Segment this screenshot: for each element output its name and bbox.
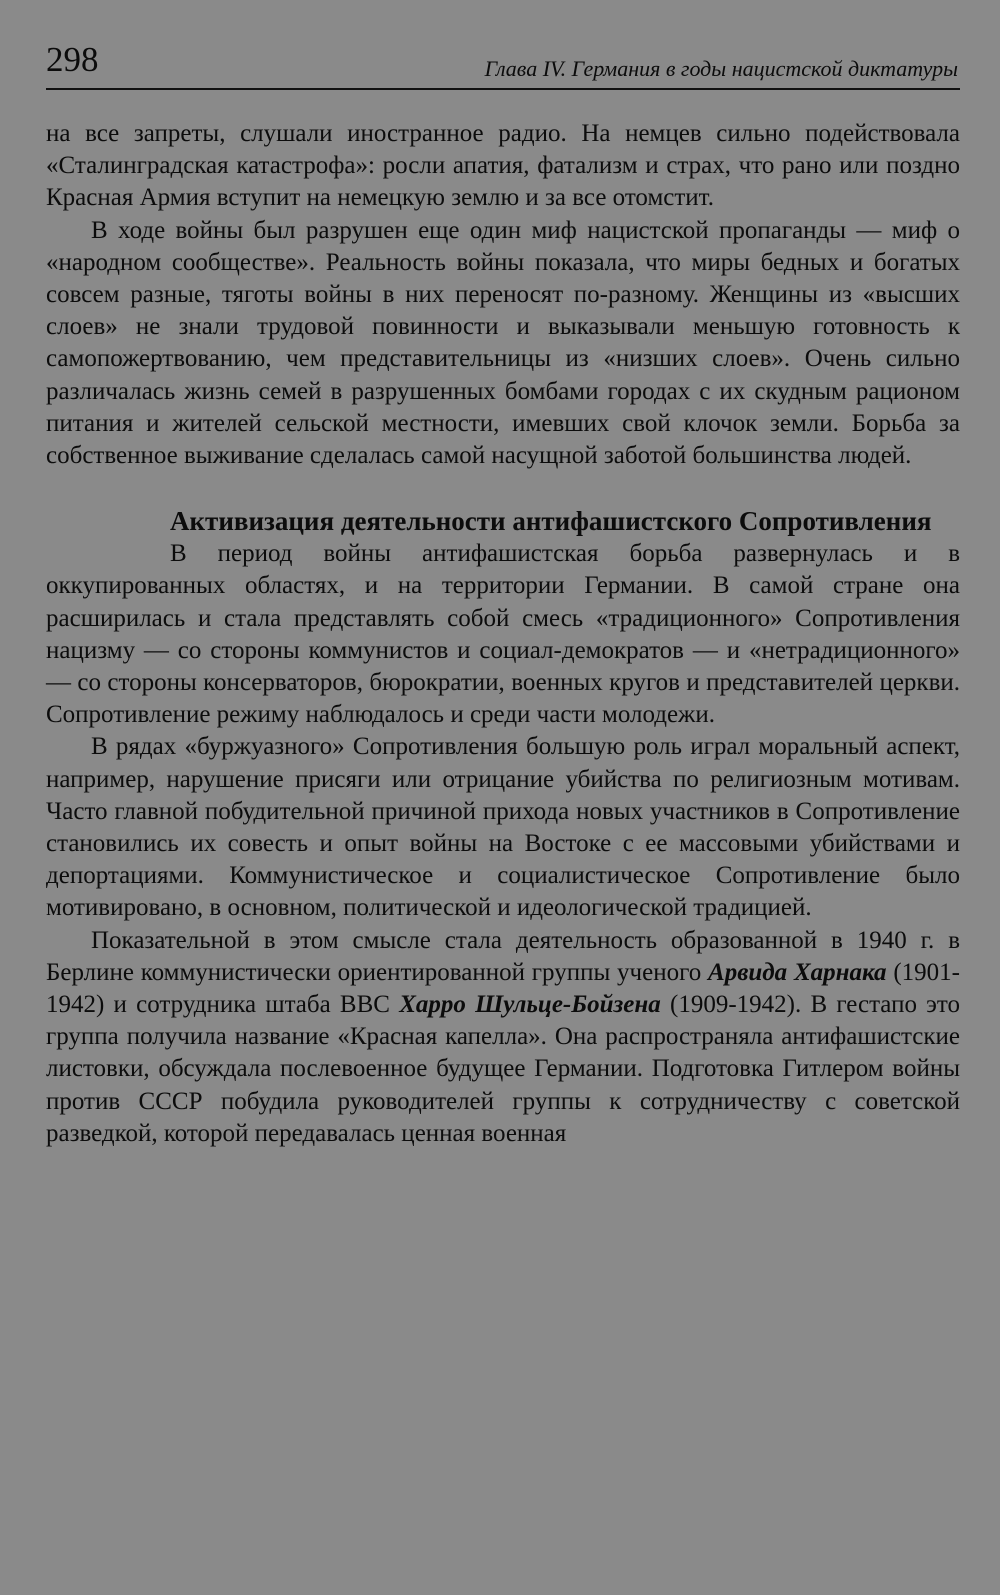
paragraph-5-text-1: Показательной в этом смысле стала деятельность образованной в 1940 г. в Берлине коммунистически ориентированной группы ученого (46, 926, 960, 986)
paragraph-2: В ходе войны был разрушен еще один миф нацистской пропаганды — миф о «народном сообществе». Реальность войны показала, что миры бедных и богатых совсем разные, тяготы войны в них переносят по-разному. Женщины из «высших слоев» не знали трудовой повинности и выказывали меньшую готовность к самопожертвованию, чем представительницы из «низших слоев». Очень сильно различалась жизнь семей в разрушенных бомбами городах с их скудным рационом питания и жителей сельской местности, имевших свой клочок земли. Борьба за собственное выживание сделалась самой насущной заботой большинства людей. (46, 216, 960, 470)
section-heading: Активизация деятельности антифашистского Сопротивления (170, 506, 932, 537)
paragraph-1: на все запреты, слушали иностранное радио. На немцев сильно подействовала «Сталинградская катастрофа»: росли апатия, фатализм и страх, что рано или поздно Красная Армия вступит на немецкую землю и за все отомстит. (46, 120, 960, 212)
running-head: Глава IV. Германия в годы нацистской диктатуры (484, 56, 958, 81)
paragraph-3: В период войны антифашистская борьба развернулась и в оккупированных областях, и на территории Германии. В самой стране она расширилась и стала представлять собой смесь «традиционного» Сопротивления нацизму — со стороны коммунистов и социал-демократов — и «нетрадиционного» — со стороны консерваторов, бюрократии, военных кругов и представителей церкви. Сопротивление режиму наблюдалось и среди части молодежи. (46, 540, 960, 729)
person-name-harnack: Арвида Харнака (708, 958, 887, 986)
page-header (46, 36, 960, 90)
paragraph-5-text-2: (1901-1942) и сотрудника штаба ВВС (46, 958, 960, 1019)
person-name-schulze-boysen: Харро Шульце-Бойзена (399, 991, 661, 1019)
paragraph-4: В рядах «буржуазного» Сопротивления большую роль играл моральный аспект, например, нарушение присяги или отрицание убийства по религиозным мотивам. Часто главной побудительной причиной прихода новых участников в Сопротивление становились их совесть и опыт войны на Востоке с ее массовыми убийствами и депортациями. Коммунистическое и социалистическое Сопротивление было мотивировано, в основном, политической и идеологической традицией. (46, 733, 960, 922)
paragraph-5 (46, 925, 960, 1150)
page-number: 298 (46, 40, 99, 79)
page-body (46, 118, 960, 1150)
paragraph-5-text-3: (1909-1942). В гестапо это группа получила название «Красная капелла». Она распространяла антифашистские листовки, обсуждала послевоенное будущее Германии. Подготовка Гитлером войны против СССР побудила руководителей группы к сотрудничеству с советской разведкой, которой передавалась ценная военная (46, 991, 961, 1147)
